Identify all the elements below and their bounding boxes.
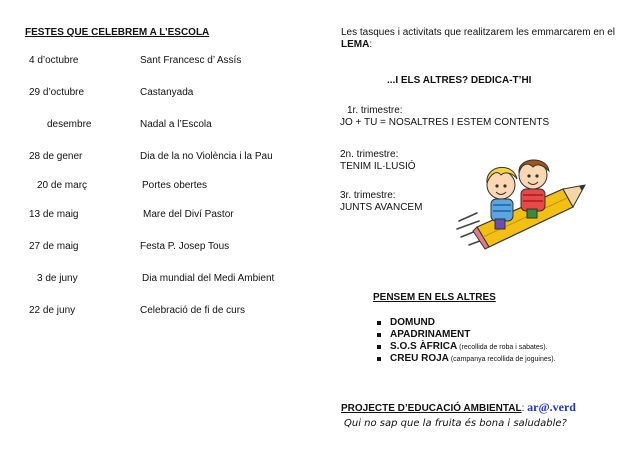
festes-title: FESTES QUE CELEBREM A L’ESCOLA: [25, 27, 210, 38]
festa-date: 27 de maig: [29, 241, 79, 252]
festa-date: 29 d’octubre: [29, 87, 85, 98]
festa-event: Dia de la no Violència i la Pau: [140, 151, 273, 162]
festa-event: Portes obertes: [142, 180, 208, 191]
trimester-label: 1r. trimestre:: [347, 105, 403, 116]
festa-event: Castanyada: [140, 87, 194, 98]
bullet-icon: [377, 321, 381, 325]
lema-label: LEMA: [341, 39, 370, 50]
festa-event: Festa P. Josep Tous: [140, 241, 230, 252]
item-label: CREU ROJA: [390, 353, 449, 364]
intro-text: Les tasques i activitats que realitzarem les emmarcarem en el: [341, 27, 616, 38]
festa-date: 20 de març: [37, 180, 88, 191]
item-label: DOMUND: [390, 317, 435, 328]
festa-date: 13 de maig: [29, 209, 79, 220]
pensem-title: PENSEM EN ELS ALTRES: [373, 292, 496, 303]
projecte-sep: :: [521, 403, 528, 414]
trimester-text: JUNTS AVANCEM: [340, 202, 423, 213]
item-label: APADRINAMENT: [390, 329, 471, 340]
fruit-question: Qui no sap que la fruita és bona i saludable?: [344, 418, 567, 429]
festa-event: Dia mundial del Medi Ambient: [142, 273, 275, 284]
trimester-text: JO + TU = NOSALTRES I ESTEM CONTENTS: [340, 117, 550, 128]
arverd-logo: ar@.verd: [527, 400, 576, 414]
trimester-text: TENIM IL·LUSIÓ: [340, 161, 416, 172]
trimester-label: 2n. trimestre:: [340, 149, 399, 160]
projecte-title: PROJECTE D’EDUCACIÓ AMBIENTAL: [341, 403, 522, 414]
festa-date: 28 de gener: [29, 151, 83, 162]
item-label: S.O.S ÀFRICA: [390, 341, 458, 352]
lema-colon: :: [369, 39, 373, 50]
festa-event: Nadal a l’Escola: [140, 119, 212, 130]
list-item: [377, 329, 556, 341]
item-note: (recollida de roba i sabates).: [457, 344, 548, 351]
festa-event: Celebració de fi de curs: [140, 305, 246, 316]
festa-date: 22 de juny: [29, 305, 76, 316]
list-item: [377, 341, 556, 353]
festa-date: desembre: [47, 119, 92, 130]
children-riding-pencil-image: [455, 155, 587, 257]
bullet-icon: [377, 357, 381, 361]
item-note: (campanya recollida de joguines).: [448, 356, 556, 363]
festa-date: 4 d’octubre: [29, 55, 79, 66]
list-item: [377, 353, 556, 365]
festa-date: 3 de juny: [37, 273, 78, 284]
projecte-line: [341, 401, 576, 415]
trimester-label: 3r. trimestre:: [340, 190, 396, 201]
intro-lema-line: [341, 39, 372, 51]
list-item: [377, 317, 556, 329]
pensem-list: [377, 317, 556, 365]
festa-event: Mare del Diví Pastor: [143, 209, 234, 220]
bullet-icon: [377, 333, 381, 337]
festa-event: Sant Francesc d’ Assís: [140, 55, 242, 66]
bullet-icon: [377, 345, 381, 349]
lema-text: ...I ELS ALTRES? DEDICA-T’HI: [387, 75, 532, 86]
